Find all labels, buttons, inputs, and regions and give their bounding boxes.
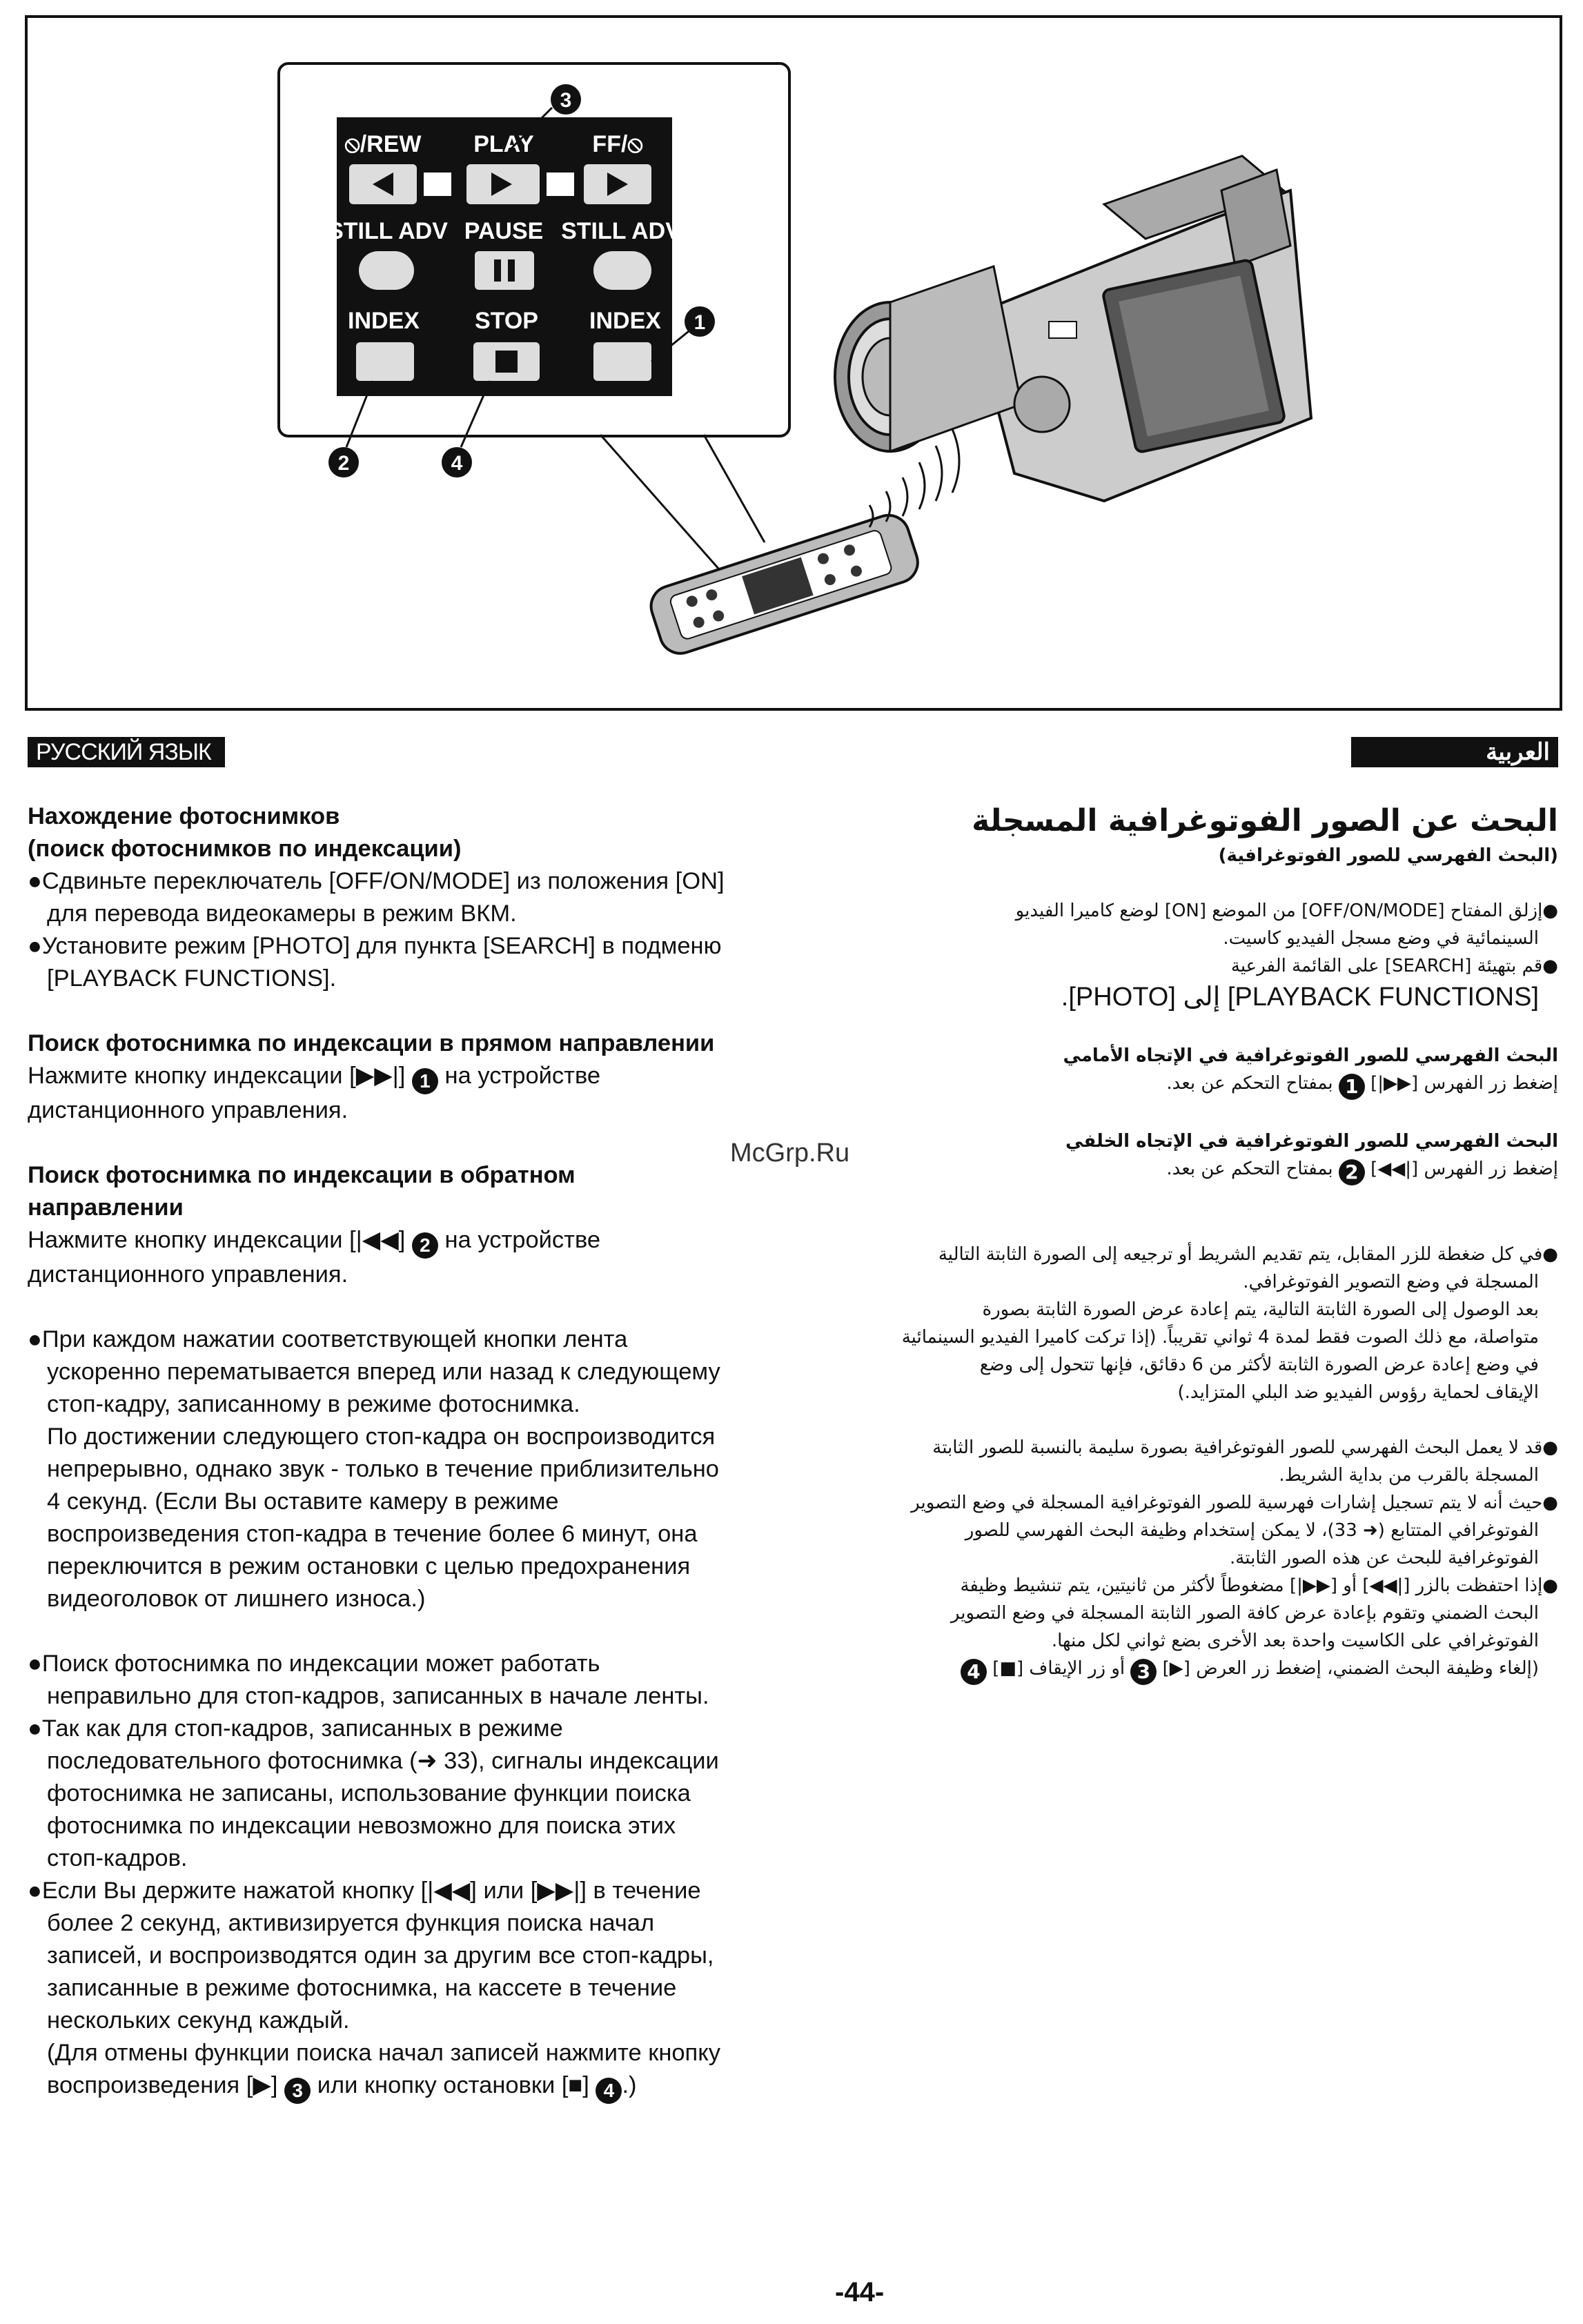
ru-bullet-2 <box>28 930 828 995</box>
index-right-button <box>593 342 651 381</box>
ru-note-4-l0: ●Если Вы держите нажатой кнопку [|◀◀] или [▶▶|] в течение <box>28 1878 701 1904</box>
ru-note-4-l6a: воспроизведения [▶] <box>47 2072 278 2098</box>
callout-3-label: 3 <box>560 89 572 112</box>
language-tag-arabic: العربية <box>1351 737 1558 767</box>
ru-bullet-1-line2: для перевода видеокамеры в режим ВКМ. <box>47 900 517 927</box>
ar-note-1-l4: في وضع إعادة عرض الصورة الثابتة لأكثر من 6 دقائق، فإنها تتحول إلى وضع <box>979 1355 1539 1375</box>
ru-forward-text <box>28 1060 828 1127</box>
callout-2-ref: 2 <box>412 1232 438 1259</box>
ar-note-1-l0: ●في كل ضغطة للزر المقابل، يتم تقديم الشريط أو ترجيعه إلى الصورة الثابتة التالية <box>938 1244 1558 1265</box>
label-play: PLAY <box>473 131 534 157</box>
ru-reverse-heading-2: направлении <box>28 1194 184 1221</box>
label-still-adv-left: STILL ADV <box>328 218 448 244</box>
ar-bullet-1 <box>799 897 1558 952</box>
ru-forward-text-b: на устройстве <box>444 1063 601 1089</box>
ar-bullet-1-l0: ●إزلق المفتاح [OFF/ON/MODE] من الموضع [ON] لوضع كاميرا الفيديو <box>1015 900 1558 921</box>
ar-note-1 <box>799 1241 1558 1406</box>
ar-bullet-2 <box>799 952 1558 1014</box>
ar-bullet-1-l1: السينمائية في وضع مسجل الفيديو كاسيت. <box>1223 928 1539 949</box>
ru-note-1-l6: воспроизведения стоп-кадра в течение более 6 минут, она <box>47 1521 698 1547</box>
page-number: -44- <box>835 2277 885 2307</box>
ru-note-4-l1: более 2 секунд, активизируется функция поиска начал <box>47 1910 655 1936</box>
ar-callout-1-ref: 1 <box>1339 1074 1365 1100</box>
ru-note-3-l2: фотоснимка не записаны, использование функции поиска <box>47 1780 691 1806</box>
ar-note-1-l3: متواصلة، مع ذلك الصوت فقط لمدة 4 ثواني تقريباً. (إذا تركت كاميرا الفيديو السينمائية <box>901 1327 1539 1348</box>
label-pause: PAUSE <box>464 218 544 244</box>
ru-note-1-l5: 4 секунд. (Если Вы оставите камеру в режиме <box>47 1488 559 1515</box>
ar-note-4-l3b: أو زر الإيقاف [■] <box>992 1658 1125 1679</box>
ru-note-3-l1: последовательного фотоснимка (➜ 33), сигналы индексации <box>47 1748 719 1774</box>
ar-reverse-text-a: إضغط زر الفهرس [|◀◀] <box>1370 1159 1558 1179</box>
ru-note-1-l2: стоп-кадру, записанному в режиме фотоснимка. <box>47 1391 580 1417</box>
ar-note-1-l1: المسجلة في وضع التصوير الفوتوغرافي. <box>1243 1272 1539 1292</box>
ru-note-1-l7: переключится в режим остановки с целью предохранения <box>47 1553 691 1579</box>
ru-forward-heading: Поиск фотоснимка по индексации в прямом направлении <box>28 1030 715 1056</box>
ar-note-4-l1: البحث الضمني وتقوم بإعادة عرض كافة الصور الثابتة المسجلة في وضع التصوير <box>950 1603 1539 1624</box>
ru-title-2: (поиск фотоснимков по индексации) <box>28 836 462 862</box>
callout-1-ref: 1 <box>412 1068 438 1094</box>
camcorder <box>835 156 1311 501</box>
remote-and-camera-illustration <box>28 18 1560 708</box>
still-adv-right-button <box>593 251 651 290</box>
ru-note-2-l0: ●Поиск фотоснимка по индексации может работать <box>28 1651 600 1677</box>
ru-bullet-2-line1: ●Установите режим [PHOTO] для пункта [SEARCH] в подменю <box>28 933 722 959</box>
arabic-column <box>799 800 1558 1685</box>
ar-note-3-l2: الفوتوغرافية للبحث عن هذه الصور الثابتة. <box>1230 1548 1539 1568</box>
callout-4-label: 4 <box>451 452 463 475</box>
ar-note-3-l0: ●حيث أنه لا يتم تسجيل إشارات فهرسية للصور الفوتوغرافية المسجلة في وضع التصوير <box>911 1493 1558 1513</box>
ru-note-3-l0: ●Так как для стоп-кадров, записанных в режиме <box>28 1715 563 1742</box>
ar-note-4-l3a: (إلغاء وظيفة البحث الضمني، إضغط زر العرض [▶] <box>1162 1658 1539 1679</box>
illustration-frame <box>25 15 1562 711</box>
label-stop: STOP <box>475 308 538 334</box>
label-rew: ⦸/REW <box>344 131 422 157</box>
ru-note-1-l1: ускоренно перематывается вперед или назад к следующему <box>47 1359 720 1385</box>
ar-note-4 <box>799 1572 1558 1685</box>
still-adv-left-button <box>359 251 414 290</box>
label-index-right: INDEX <box>589 308 661 334</box>
callout-1-label: 1 <box>694 311 706 334</box>
ru-forward-text-a: Нажмите кнопку индексации [▶▶|] <box>28 1063 406 1089</box>
ru-note-4-l2: записей, и воспроизводятся один за другим все стоп-кадры, <box>47 1942 714 1969</box>
ru-reverse-text-a: Нажмите кнопку индексации [|◀◀] <box>28 1227 406 1253</box>
ru-note-2-l1: неправильно для стоп-кадров, записанных в начале ленты. <box>47 1683 709 1709</box>
ru-note-4-l6b: или кнопку остановки [■] <box>317 2072 589 2098</box>
ar-bullet-2-l1: [PLAYBACK FUNCTIONS] إلى [PHOTO]. <box>1061 983 1539 1012</box>
ar-reverse-text <box>799 1155 1558 1185</box>
ar-note-3 <box>799 1489 1558 1572</box>
ar-reverse-heading: البحث الفهرسي للصور الفوتوغرافية في الإتجاه الخلفي <box>1065 1131 1558 1152</box>
ar-bullet-2-l0: ●قم بتهيئة [SEARCH] على القائمة الفرعية <box>1230 956 1558 976</box>
ar-title: البحث عن الصور الفوتوغرافية المسجلة <box>972 803 1558 838</box>
ru-reverse-text-b: на устройстве <box>444 1227 601 1253</box>
ru-note-4-l6c: .) <box>622 2072 637 2098</box>
ru-note-2 <box>28 1648 828 1713</box>
ar-callout-4-ref: 4 <box>961 1659 987 1685</box>
ru-note-3 <box>28 1713 828 1875</box>
ar-forward-text-a: إضغط زر الفهرس [▶▶|] <box>1370 1073 1558 1094</box>
callout-2-label: 2 <box>337 452 350 475</box>
ru-note-1-l0: ●При каждом нажатии соответствующей кнопки лента <box>28 1326 628 1352</box>
ar-note-1-l5: الإيقاف لحماية رؤوس الفيديو ضد البلي المتزايد.) <box>1177 1382 1539 1403</box>
ar-note-1-l2: بعد الوصول إلى الصورة الثابتة التالية، يتم إعادة عرض الصورة الثابتة بصورة <box>982 1299 1539 1320</box>
ar-forward-text <box>799 1070 1558 1100</box>
ru-note-1-l3: По достижении следующего стоп-кадра он воспроизводится <box>47 1424 716 1450</box>
ru-note-4-l3: записанные в режиме фотоснимка, на кассете в течение <box>47 1975 677 2001</box>
ar-note-2-l0: ●قد لا يعمل البحث الفهرسي للصور الفوتوغرافية بصورة سليمة بالنسبة للصور الثابتة <box>932 1437 1558 1458</box>
ru-reverse-heading <box>28 1159 828 1224</box>
ru-forward-text-c: дистанционного управления. <box>28 1097 348 1123</box>
ar-note-2 <box>799 1434 1558 1489</box>
ar-subtitle: (البحث الفهرسي للصور الفوتوغرافية) <box>1218 845 1558 866</box>
ar-callout-3-ref: 3 <box>1130 1659 1157 1685</box>
label-still-adv-right: STILL ADV <box>561 218 681 244</box>
ru-note-4 <box>28 1875 828 2104</box>
language-tag-russian: РУССКИЙ ЯЗЫК <box>28 737 225 767</box>
callout-4-ref: 4 <box>596 2078 622 2104</box>
ar-note-4-l0: ●إذا احتفظت بالزر [|◀◀] أو [▶▶|] مضغوطاً لأكثر من ثانيتين، يتم تنشيط وظيفة <box>960 1575 1558 1596</box>
ar-note-4-l2: الفوتوغرافي على الكاسيت واحدة بعد الأخرى بضع ثواني لكل منها. <box>1051 1631 1539 1651</box>
ru-reverse-text-c: дистанционного управления. <box>28 1261 348 1288</box>
ru-note-3-l3: фотоснимка по индексации невозможно для поиска этих <box>47 1813 676 1839</box>
ru-note-1 <box>28 1323 828 1615</box>
ru-note-4-l4: нескольких секунд каждый. <box>47 2007 350 2034</box>
ru-reverse-text <box>28 1224 828 1291</box>
label-index-left: INDEX <box>348 308 420 334</box>
ar-forward-text-b: بمفتاح التحكم عن بعد. <box>1166 1073 1333 1094</box>
ru-bullet-2-line2: [PLAYBACK FUNCTIONS]. <box>47 965 337 992</box>
label-ff: FF/⦸ <box>592 131 643 157</box>
ar-callout-2-ref: 2 <box>1339 1159 1365 1185</box>
ru-note-1-l4: непрерывно, однако звук - только в течение приблизительно <box>47 1456 719 1482</box>
russian-column <box>28 800 828 2104</box>
ar-forward-heading: البحث الفهرسي للصور الفوتوغرافية في الإتجاه الأمامي <box>1063 1045 1558 1066</box>
ru-reverse-heading-1: Поиск фотоснимка по индексации в обратном <box>28 1162 576 1188</box>
ru-note-1-l8: видеоголовок от лишнего износа.) <box>47 1586 426 1612</box>
ar-note-3-l1: الفوتوغرافي المتتابع (➜ 33)، لا يمكن إستخدام وظيفة البحث الفهرسي للصور <box>965 1520 1539 1541</box>
watermark-text: McGrp.Ru <box>730 1139 850 1168</box>
callout-3-ref: 3 <box>284 2078 311 2104</box>
ru-bullet-1 <box>28 865 828 930</box>
ru-title-1: Нахождение фотоснимков <box>28 803 340 829</box>
index-left-button <box>356 342 414 381</box>
ru-note-4-l5: (Для отмены функции поиска начал записей нажмите кнопку <box>47 2040 720 2066</box>
ru-bullet-1-line1: ●Сдвиньте переключатель [OFF/ON/MODE] из положения [ON] <box>28 868 725 894</box>
ar-reverse-text-b: بمفتاح التحكم عن بعد. <box>1166 1159 1333 1179</box>
pause-button <box>475 251 534 290</box>
ar-note-2-l1: المسجلة بالقرب من بداية الشريط. <box>1279 1465 1539 1486</box>
ru-note-3-l4: стоп-кадров. <box>47 1845 188 1871</box>
